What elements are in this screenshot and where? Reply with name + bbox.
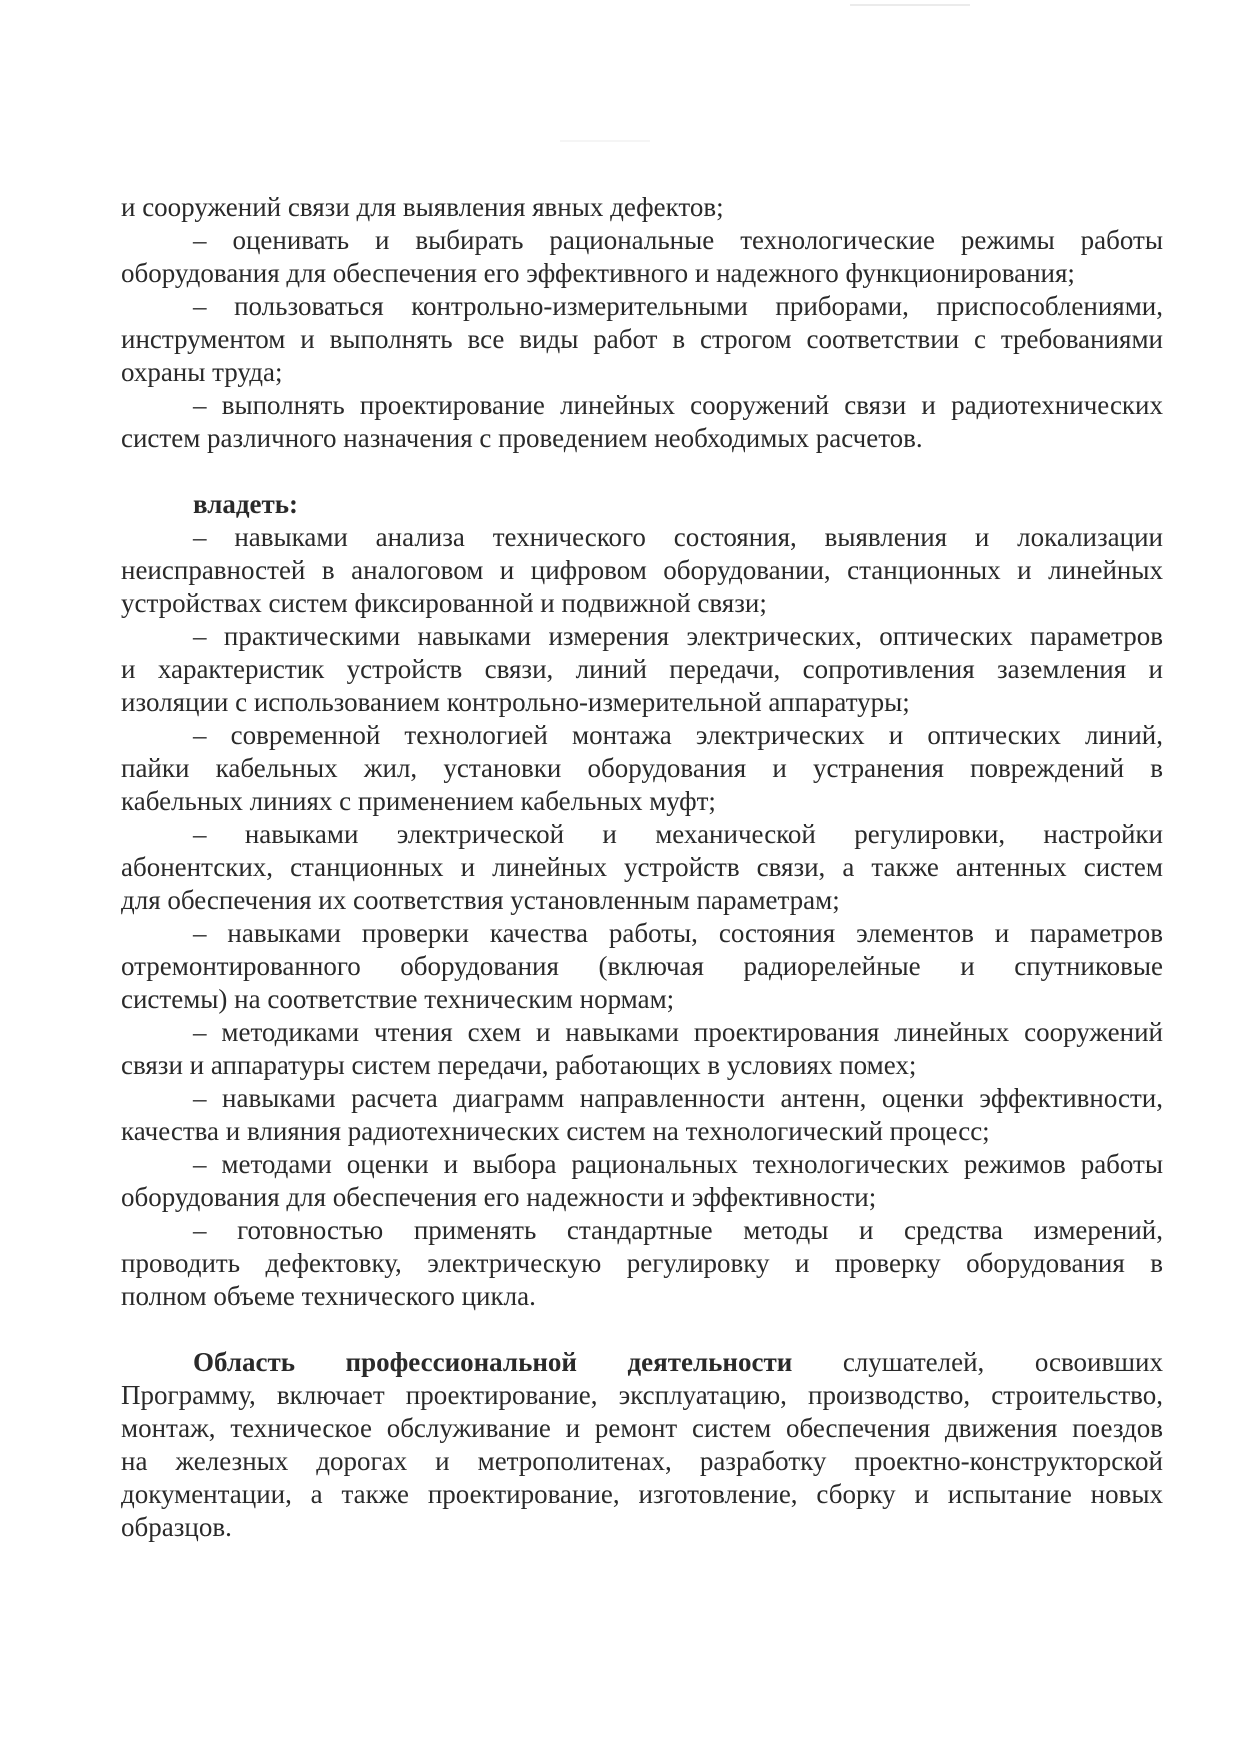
paragraph-line: для обеспечения их соответствия установленным параметрам;	[121, 885, 840, 915]
paragraph-line: кабельных линиях с применением кабельных муфт;	[121, 786, 716, 816]
paragraph-line: и сооружений связи для выявления явных дефектов;	[121, 192, 724, 222]
blank-line	[121, 455, 1163, 488]
paragraph-line: Программу, включает проектирование, эксплуатацию, производство, строительство,	[121, 1380, 1163, 1410]
list-item-line: – современной технологией монтажа электрических и оптических линий,	[193, 720, 1163, 750]
section-heading	[121, 488, 1163, 521]
paragraph-line: оборудования для обеспечения его надежности и эффективности;	[121, 1182, 877, 1212]
document-body	[121, 191, 1163, 1544]
list-item-line: – пользоваться контрольно-измерительными приборами, приспособлениями,	[193, 291, 1163, 321]
paragraph-line: монтаж, техническое обслуживание и ремонт систем обеспечения движения поездов	[121, 1413, 1163, 1443]
paragraph-line: инструментом и выполнять все виды работ в строгом соответствии с требованиями	[121, 324, 1163, 354]
scan-artifact	[850, 4, 970, 6]
list-item-line: – готовностью применять стандартные методы и средства измерений,	[193, 1215, 1163, 1245]
paragraph-line: проводить дефектовку, электрическую регулировку и проверку оборудования в	[121, 1248, 1163, 1278]
list-item-line: – методиками чтения схем и навыками проектирования линейных сооружений	[193, 1017, 1163, 1047]
paragraph-line: неисправностей в аналоговом и цифровом оборудовании, станционных и линейных	[121, 555, 1163, 585]
paragraph-line: системы) на соответствие техническим нормам;	[121, 984, 675, 1014]
list-item-line: – выполнять проектирование линейных сооружений связи и радиотехнических	[193, 390, 1163, 420]
heading-text: владеть:	[193, 489, 299, 519]
list-item-line: – навыками электрической и механической регулировки, настройки	[193, 819, 1163, 849]
list-item-line: – практическими навыками измерения электрических, оптических параметров	[193, 621, 1163, 651]
paragraph-line: связи и аппаратуры систем передачи, работающих в условиях помех;	[121, 1050, 917, 1080]
paragraph-line	[121, 1346, 1163, 1379]
paragraph-line: полном объеме технического цикла.	[121, 1281, 536, 1311]
list-item-line: – навыками расчета диаграмм направленности антенн, оценки эффективности,	[193, 1083, 1163, 1113]
list-item-line: – оценивать и выбирать рациональные технологические режимы работы	[193, 225, 1163, 255]
paragraph-line: образцов.	[121, 1512, 232, 1542]
paragraph-line: систем различного назначения с проведением необходимых расчетов.	[121, 423, 923, 453]
paragraph-line: абонентских, станционных и линейных устройств связи, а также антенных систем	[121, 852, 1163, 882]
paragraph-line: изоляции с использованием контрольно-измерительной аппаратуры;	[121, 687, 910, 717]
paragraph-line: устройствах систем фиксированной и подвижной связи;	[121, 588, 767, 618]
list-item-line: – методами оценки и выбора рациональных технологических режимов работы	[193, 1149, 1163, 1179]
paragraph-line: и характеристик устройств связи, линий передачи, сопротивления заземления и	[121, 654, 1163, 684]
paragraph-line: качества и влияния радиотехнических систем на технологический процесс;	[121, 1116, 990, 1146]
scan-artifact	[560, 140, 650, 142]
paragraph-line: на железных дорогах и метрополитенах, разработку проектно-конструкторской	[121, 1446, 1163, 1476]
list-item-line: – навыками анализа технического состояния, выявления и локализации	[193, 522, 1163, 552]
blank-line	[121, 1313, 1163, 1346]
paragraph-line: охраны труда;	[121, 357, 283, 387]
paragraph-line: документации, а также проектирование, изготовление, сборку и испытание новых	[121, 1479, 1163, 1509]
bold-lead: Область профессиональной деятельности	[193, 1347, 793, 1377]
paragraph-line: отремонтированного оборудования (включая радиорелейные и спутниковые	[121, 951, 1163, 981]
lead-rest: слушателей, освоивших	[792, 1347, 1163, 1377]
paragraph-line: пайки кабельных жил, установки оборудования и устранения повреждений в	[121, 753, 1163, 783]
paragraph-line: оборудования для обеспечения его эффективного и надежного функционирования;	[121, 258, 1075, 288]
list-item-line: – навыками проверки качества работы, состояния элементов и параметров	[193, 918, 1163, 948]
